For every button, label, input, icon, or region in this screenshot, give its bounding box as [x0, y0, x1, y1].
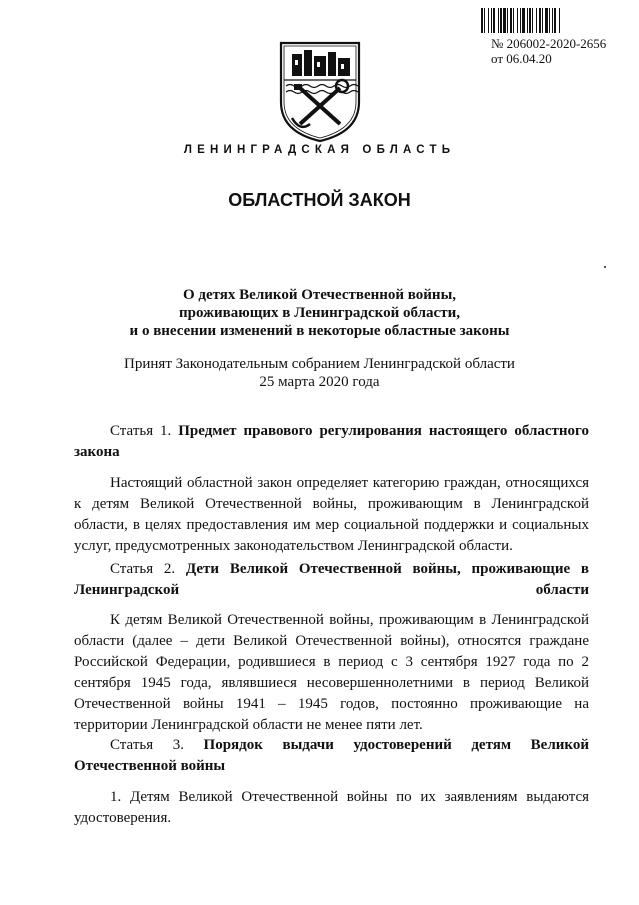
law-title-line: О детях Великой Отечественной войны, — [182, 287, 457, 303]
coat-of-arms-icon — [278, 40, 362, 144]
article-2-body — [74, 610, 589, 736]
scan-speck — [604, 266, 606, 268]
article-label: Статья 2. — [110, 561, 176, 577]
adoption-note — [0, 355, 639, 391]
registration-number: № 206002-2020-2656 — [491, 36, 607, 51]
article-title: Порядок выдачи удостоверений детям Великой Отечественной войны — [74, 737, 589, 774]
law-title-line: и о внесении изменений в некоторые областные законы — [129, 323, 510, 339]
adoption-date: 25 марта 2020 года — [259, 374, 380, 390]
barcode-icon — [481, 8, 612, 33]
region-name: ЛЕНИНГРАДСКАЯ ОБЛАСТЬ — [183, 144, 456, 156]
article-title: Предмет правового регулирования настоящего областного закона — [74, 423, 589, 460]
registration-date: от 06.04.20 — [491, 51, 552, 66]
article-text: К детям Великой Отечественной войны, проживающим в Ленинградской области (далее – дети Великой Отечественной войны), относятся граждане Российской Федерации, родившиеся в период с 3 сентября 1927 года по 2 сентября 1945 года, являвшиеся несовершеннолетними в период Великой Отечественной войны 1941 – 1945 годов, постоянно проживающие на территории Ленинградской области не менее пяти лет. — [74, 612, 589, 733]
article-3-heading — [74, 735, 589, 777]
article-1-body — [74, 473, 589, 557]
article-3-body — [74, 787, 589, 829]
article-label: Статья 3. — [110, 737, 184, 753]
registration-stamp — [491, 36, 606, 66]
law-title — [0, 286, 639, 340]
law-title-line: проживающих в Ленинградской области, — [179, 305, 460, 321]
adoption-body: Принят Законодательным собранием Ленинградской области — [124, 356, 515, 372]
article-text: 1. Детям Великой Отечественной войны по их заявлениям выдаются удостоверения. — [74, 789, 589, 826]
document-type: ОБЛАСТНОЙ ЗАКОН — [228, 190, 411, 210]
article-label: Статья 1. — [110, 423, 172, 439]
article-2-heading — [74, 559, 589, 601]
article-title: Дети Великой Отечественной войны, проживающие в Ленинградской области — [74, 561, 589, 598]
article-1-heading — [74, 421, 589, 463]
article-text: Настоящий областной закон определяет категорию граждан, относящихся к детям Великой Отечественной войны, проживающим в Ленинградской области, в целях предоставления им мер социальной поддержки и социальных услуг, предусмотренных законодательством Ленинградской области. — [74, 475, 589, 554]
